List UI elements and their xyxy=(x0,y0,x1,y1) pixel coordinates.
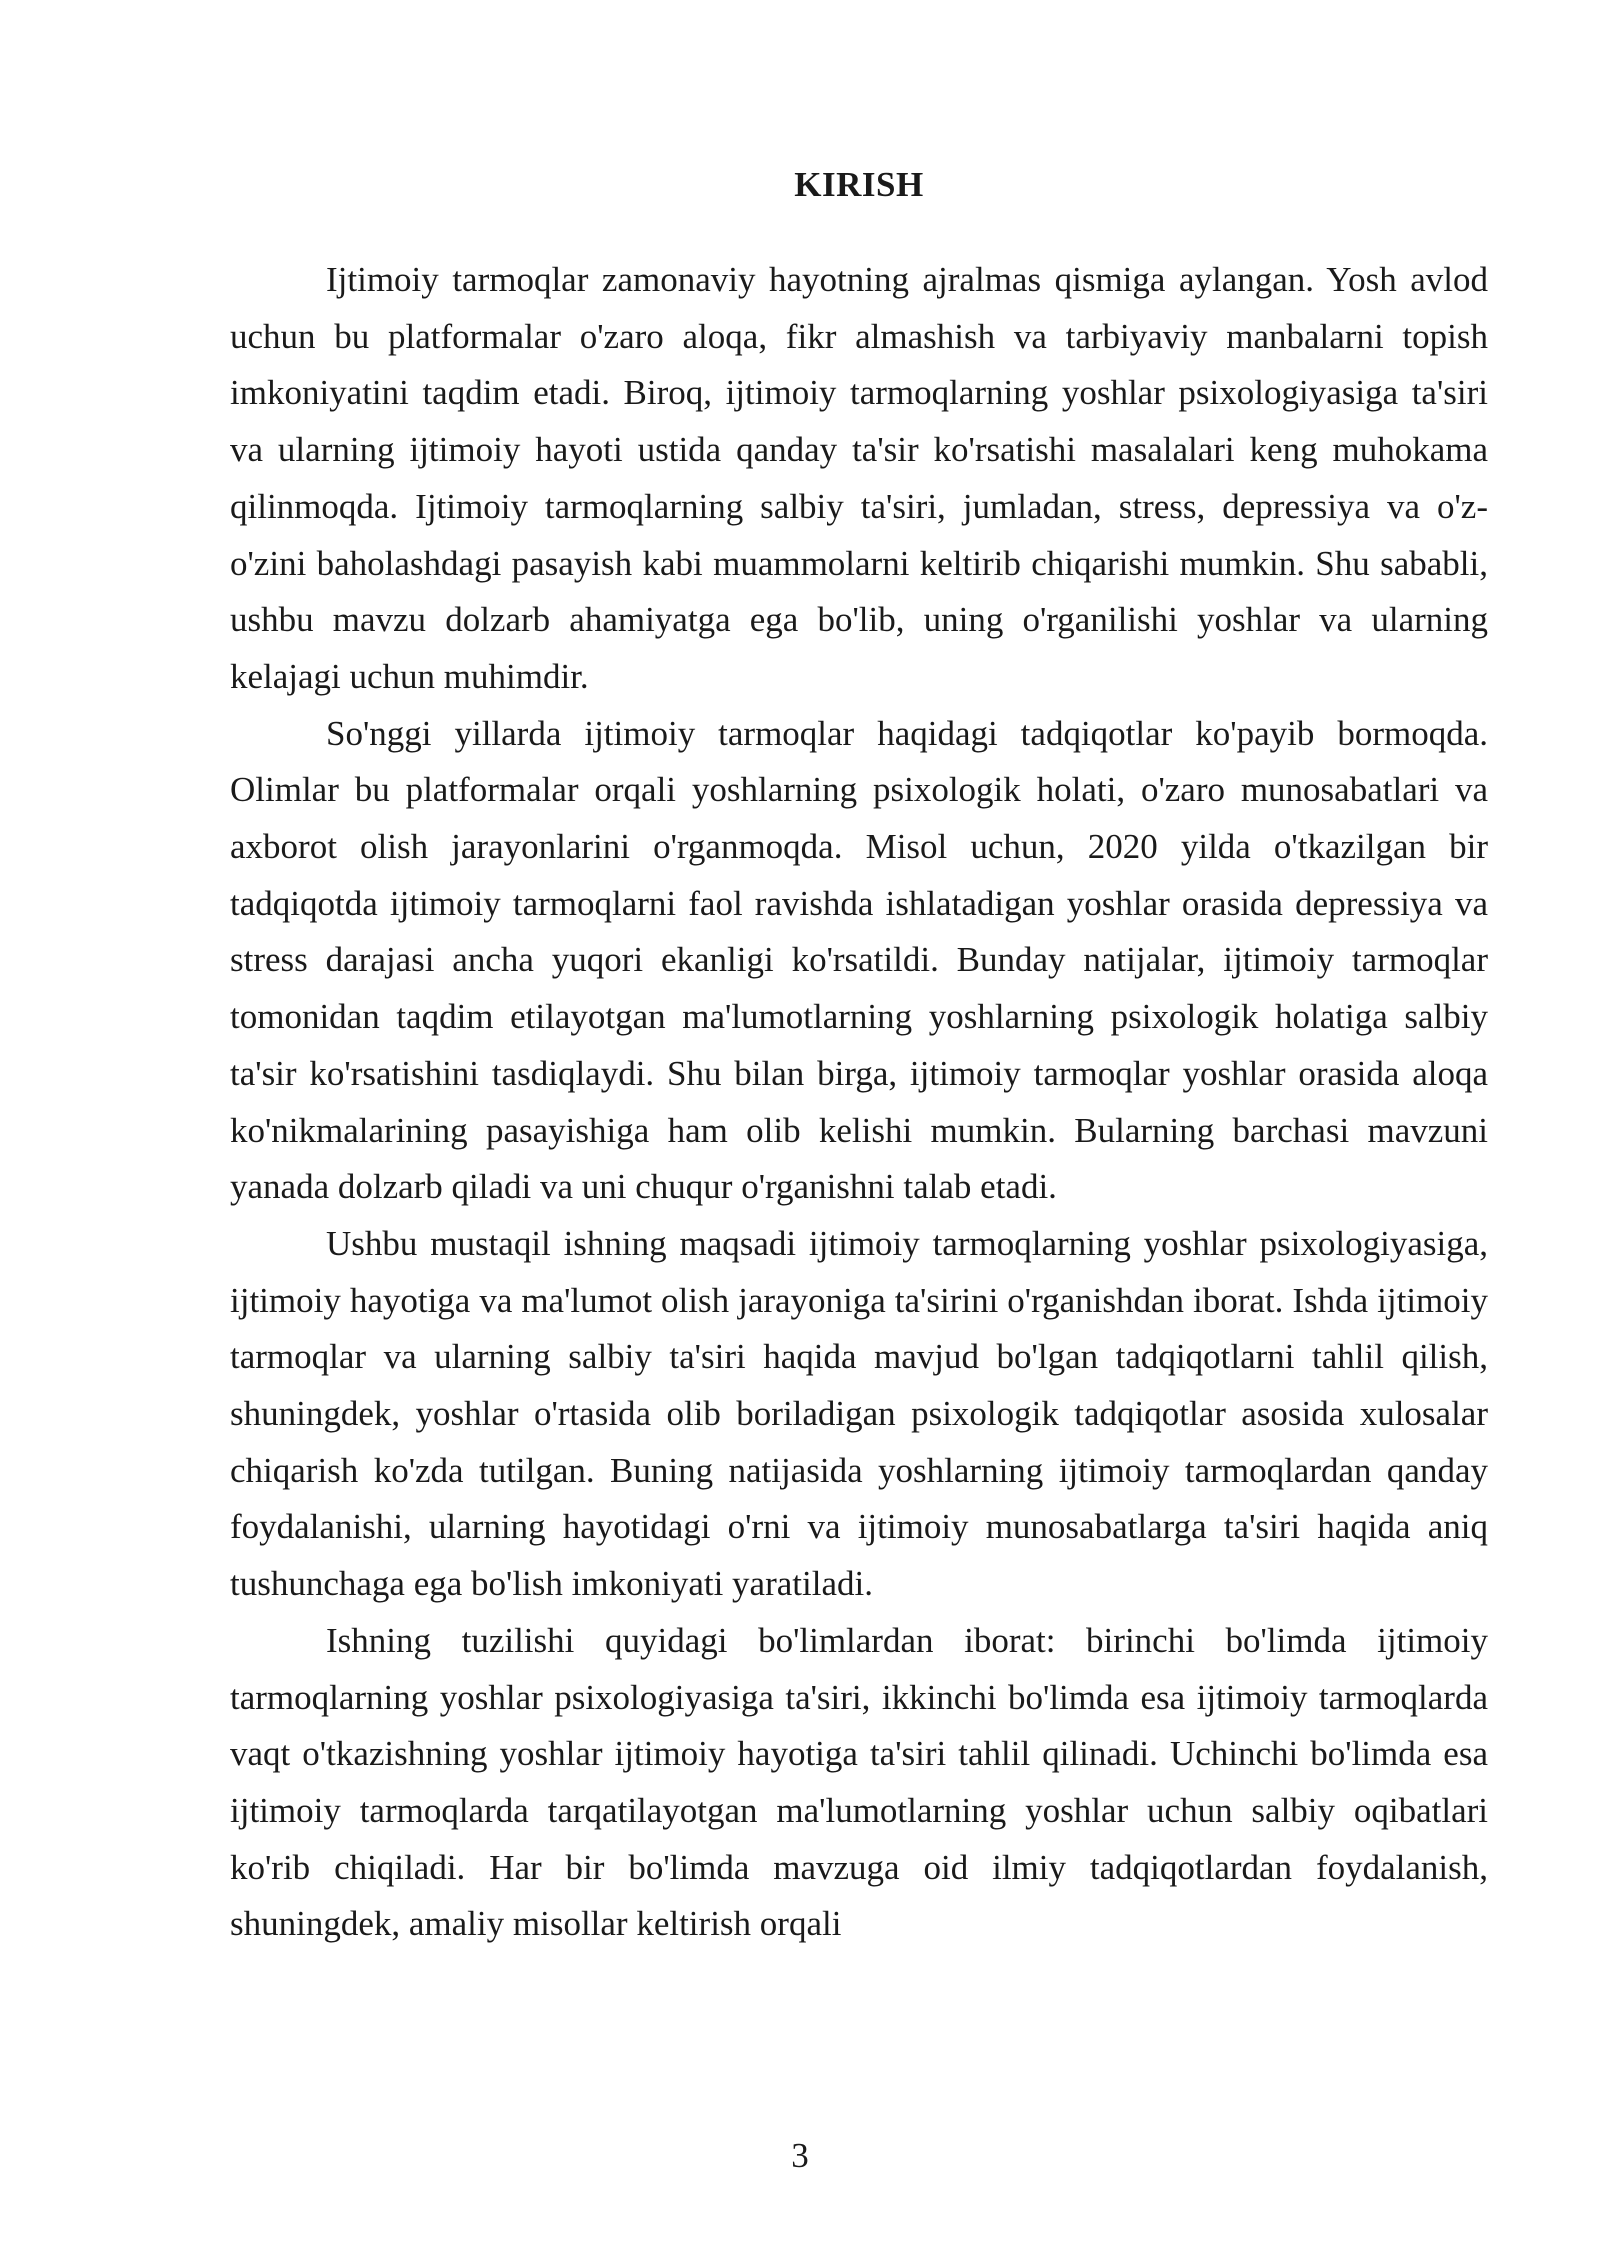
paragraph-goal: Ushbu mustaqil ishning maqsadi ijtimoiy tarmoqlarning yoshlar psixologiyasiga, ijtimoiy hayotiga va ma'lumot olish jarayoniga ta'sirini o'rganishdan iborat. Ishda ijtimoiy tarmoqlar va ularning salbiy ta'siri haqida mavjud bo'lgan tadqiqotlarni tahlil qilish, shuningdek, yoshlar o'rtasida olib boriladigan psixologik tadqiqotlar asosida xulosalar chiqarish ko'zda tutilgan. Buning natijasida yoshlarning ijtimoiy tarmoqlardan qanday foydalanishi, ularning hayotidagi o'rni va ijtimoiy munosabatlarga ta'siri haqida aniq tushunchaga ega bo'lish imkoniyati yaratiladi. xyxy=(230,1223,1488,1604)
page-number: 3 xyxy=(791,2136,809,2175)
paragraph-research: So'nggi yillarda ijtimoiy tarmoqlar haqidagi tadqiqotlar ko'payib bormoqda. Olimlar bu platformalar orqali yoshlarning psixologik holati, o'zaro munosabatlari va axborot olish jarayonlarini o'rganmoqda. Misol uchun, 2020 yilda o'tkazilgan bir tadqiqotda ijtimoiy tarmoqlarni faol ravishda ishlatadigan yoshlar orasida depressiya va stress darajasi ancha yuqori ekanligi ko'rsatildi. Bunday natijalar, ijtimoiy tarmoqlar tomonidan taqdim etilayotgan ma'lumotlarning yoshlarning psixologik holatiga salbiy ta'sir ko'rsatishini tasdiqlaydi. Shu bilan birga, ijtimoiy tarmoqlar yoshlar orasida aloqa ko'nikmalarining pasayishiga ham olib kelishi mumkin. Bularning barchasi mavzuni yanada dolzarb qiladi va uni chuqur o'rganishni talab etadi. xyxy=(230,713,1488,1207)
paragraph-structure: Ishning tuzilishi quyidagi bo'limlardan iborat: birinchi bo'limda ijtimoiy tarmoqlarning yoshlar psixologiyasiga ta'siri, ikkinchi bo'limda esa ijtimoiy tarmoqlarda vaqt o'tkazishning yoshlar ijtimoiy hayotiga ta'siri tahlil qilinadi. Uchinchi bo'limda esa ijtimoiy tarmoqlarda tarqatilayotgan ma'lumotlarning yoshlar uchun salbiy oqibatlari ko'rib chiqiladi. Har bir bo'limda mavzuga oid ilmiy tadqiqotlardan foydalanish, shuningdek, amaliy misollar keltirish orqali xyxy=(230,1620,1488,1944)
page-title: KIRISH xyxy=(794,165,924,204)
body-text xyxy=(230,252,1488,1953)
paragraph-intro: Ijtimoiy tarmoqlar zamonaviy hayotning ajralmas qismiga aylangan. Yosh avlod uchun bu platformalar o'zaro aloqa, fikr almashish va tarbiyaviy manbalarni topish imkoniyatini taqdim etadi. Biroq, ijtimoiy tarmoqlarning yoshlar psixologiyasiga ta'siri va ularning ijtimoiy hayoti ustida qanday ta'sir ko'rsatishi masalalari keng muhokama qilinmoqda. Ijtimoiy tarmoqlarning salbiy ta'siri, jumladan, stress, depressiya va o'z-o'zini baholashdagi pasayish kabi muammolarni keltirib chiqarishi mumkin. Shu sababli, ushbu mavzu dolzarb ahamiyatga ega bo'lib, uning o'rganilishi yoshlar va ularning kelajagi uchun muhimdir. xyxy=(230,260,1488,696)
